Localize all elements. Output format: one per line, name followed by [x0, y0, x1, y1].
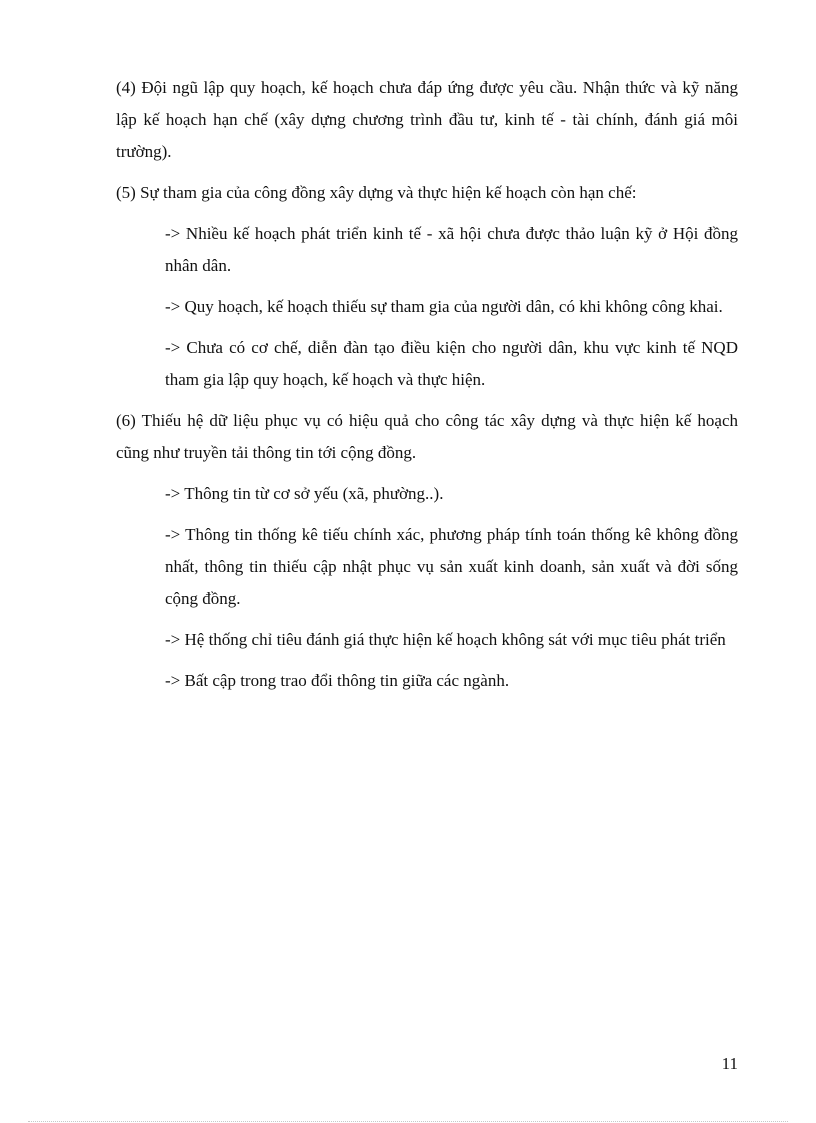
bullet-item: -> Thông tin từ cơ sở yếu (xã, phường..).: [165, 484, 444, 503]
bullet-item: -> Hệ thống chỉ tiêu đánh giá thực hiện kế hoạch không sát với mục tiêu phát triển: [165, 630, 726, 649]
page-body: [116, 72, 738, 706]
bullet-item: -> Chưa có cơ chế, diễn đàn tạo điều kiện cho người dân, khu vực kinh tế NQD tham gia lập quy hoạch, kế hoạch và thực hiện.: [165, 338, 738, 389]
bullet-item: -> Quy hoạch, kế hoạch thiếu sự tham gia của người dân, có khi không công khai.: [165, 297, 723, 316]
paragraph-item-4: (4) Đội ngũ lập quy hoạch, kế hoạch chưa đáp ứng được yêu cầu. Nhận thức và kỹ năng lập kế hoạch hạn chế (xây dựng chương trình đầu tư, kinh tế - tài chính, đánh giá môi trường).: [116, 78, 738, 161]
page-number: 11: [721, 1054, 738, 1073]
bullet-item: -> Bất cập trong trao đổi thông tin giữa các ngành.: [165, 671, 510, 690]
bullet-item: -> Thông tin thống kê tiếu chính xác, phương pháp tính toán thống kê không đồng nhất, thông tin thiếu cập nhật phục vụ sản xuất kinh doanh, sản xuất và đời sống cộng đồng.: [165, 525, 738, 608]
paragraph-item-6: (6) Thiếu hệ dữ liệu phục vụ có hiệu quả cho công tác xây dựng và thực hiện kế hoạch cũng như truyền tải thông tin tới cộng đồng.: [116, 411, 738, 462]
footer-rule: [28, 1121, 788, 1122]
bullet-item: -> Nhiều kế hoạch phát triển kinh tế - xã hội chưa được thảo luận kỹ ở Hội đồng nhân dân.: [165, 224, 738, 275]
paragraph-item-5: (5) Sự tham gia của công đồng xây dựng và thực hiện kế hoạch còn hạn chế:: [116, 183, 637, 202]
